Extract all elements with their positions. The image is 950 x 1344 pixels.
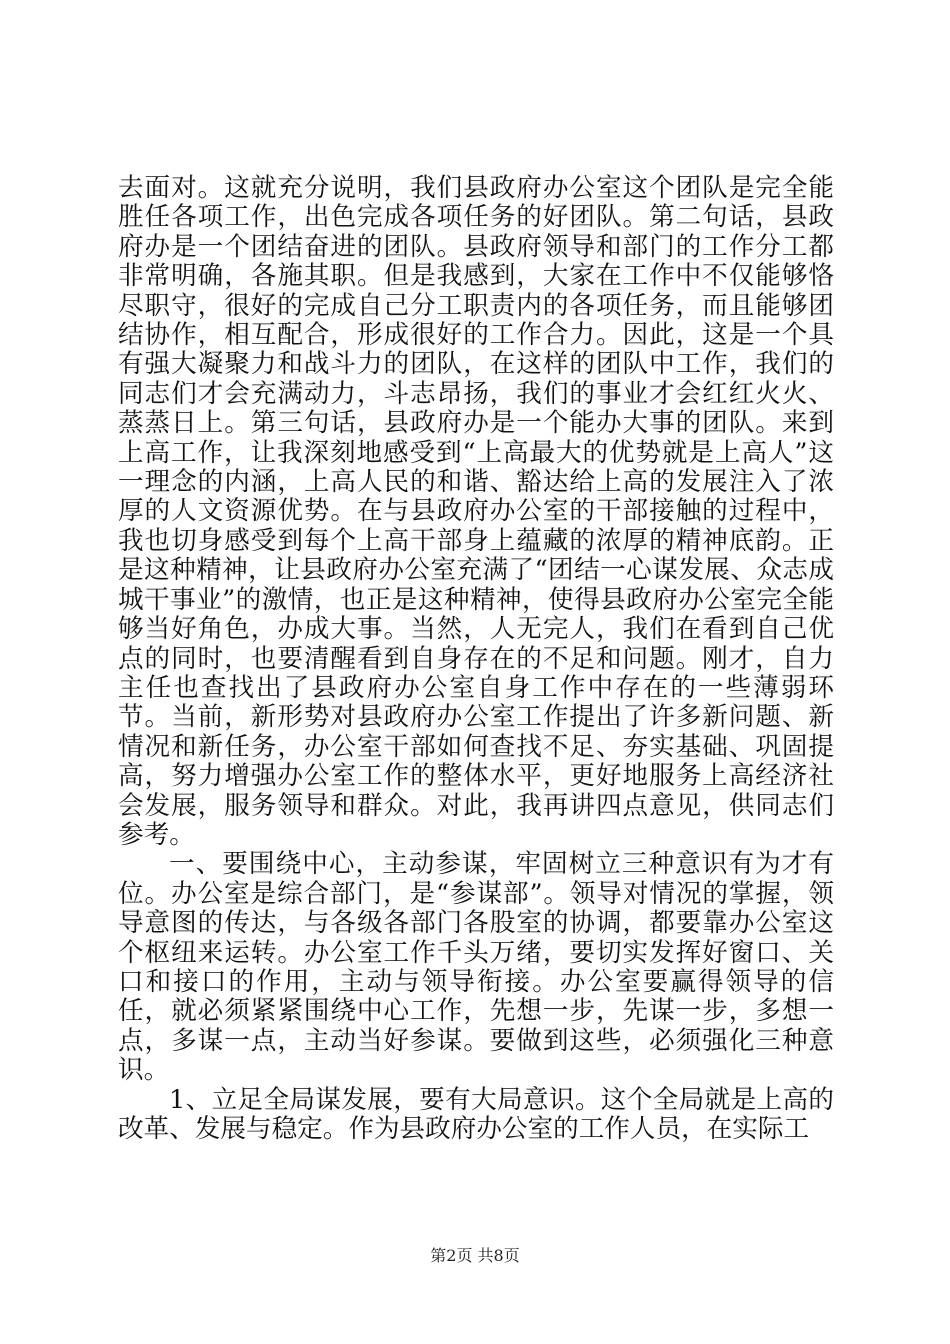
page-footer: 第2页 共8页 xyxy=(430,1246,520,1265)
paragraph-1: 去面对。这就充分说明，我们县政府办公室这个团队是完全能胜任各项工作，出色完成各项任务的好团队。第二句话，县政府办是一个团结奋进的团队。县政府领导和部门的工作分工都非常明确，各施其职。但是我感到，大家在工作中不仅能够恪尽职守，很好的完成自己分工职责内的各项任务，而且能够团结协作，相互配合，形成很好的工作合力。因此，这是一个具有强大凝聚力和战斗力的团队，在这样的团队中工作，我们的同志们才会充满动力，斗志昂扬，我们的事业才会红红火火、蒸蒸日上。第三句话，县政府办是一个能办大事的团队。来到上高工作，让我深刻地感受到“上高最大的优势就是上高人”这一理念的内涵，上高人民的和谐、豁达给上高的发展注入了浓厚的人文资源优势。在与县政府办公室的干部接触的过程中，我也切身感受到每个上高干部身上蕴藏的浓厚的精神底韵。正是这种精神，让县政府办公室充满了“团结一心谋发展、众志成城干事业”的激情，也正是这种精神，使得县政府办公室完全能够当好角色，办成大事。当然，人无完人，我们在看到自己优点的同时，也要清醒看到自身存在的不足和问题。刚才，自力主任也查找出了县政府办公室自身工作中存在的一些薄弱环节。当前，新形势对县政府办公室工作提出了许多新问题、新情况和新任务，办公室干部如何查找不足、夯实基础、巩固提高，努力增强办公室工作的整体水平，更好地服务上高经济社会发展，服务领导和群众。对此，我再讲四点意见，供同志们参考。 xyxy=(118,173,834,850)
paragraph-3: 1、立足全局谋发展，要有大局意识。这个全局就是上高的改革、发展与稳定。作为县政府办公室的工作人员，在实际工 xyxy=(118,1084,834,1144)
document-body xyxy=(118,174,834,1144)
paragraph-2: 一、要围绕中心，主动参谋，牢固树立三种意识有为才有位。办公室是综合部门，是“参谋部”。领导对情况的掌握，领导意图的传达，与各级各部门各股室的协调，都要靠办公室这个枢纽来运转。办公室工作千头万绪，要切实发挥好窗口、关口和接口的作用，主动与领导衔接。办公室要赢得领导的信任，就必须紧紧围绕中心工作，先想一步，先谋一步，多想一点，多谋一点，主动当好参谋。要做到这些，必须强化三种意识。 xyxy=(118,849,834,1086)
